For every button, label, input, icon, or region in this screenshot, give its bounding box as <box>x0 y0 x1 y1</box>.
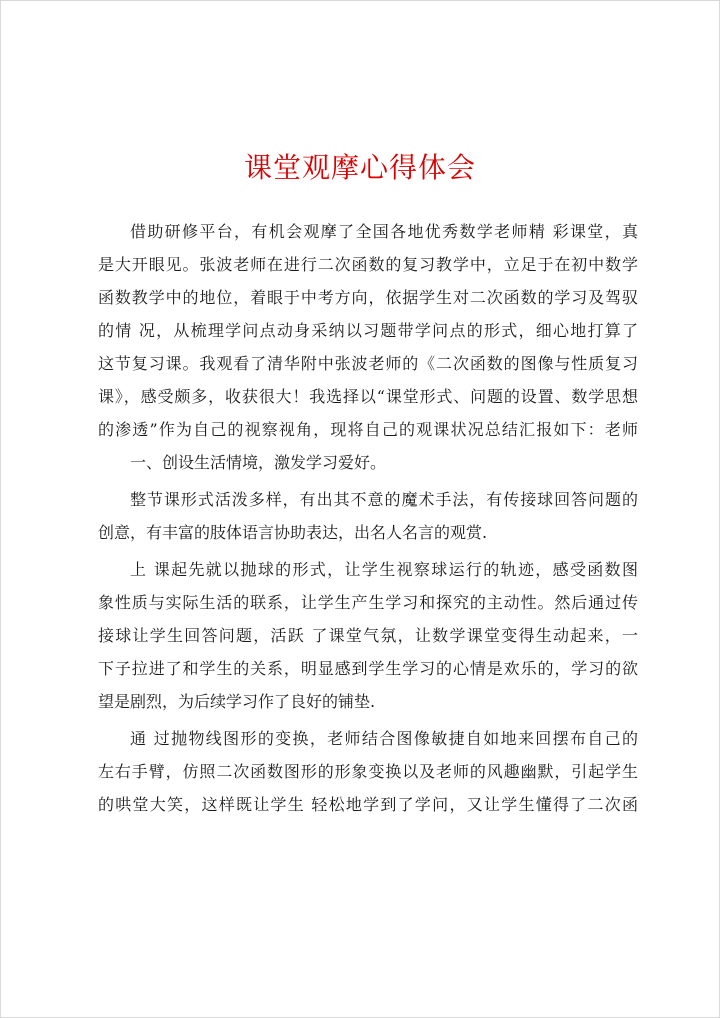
text-line: 通 过抛物线图形的变换，老师结合图像敏捷自如地来回摆布自己的 <box>130 729 638 748</box>
text-line: 望是剧烈，为后续学习作了良好的铺垫. <box>98 692 376 711</box>
text-line: 这节复习课。我观看了清华附中张波老师的《二次函数的图像与性质复习 <box>98 354 638 373</box>
paragraph <box>98 483 638 549</box>
text-line: 的哄堂大笑，这样既让学生 轻松地学到了学问，又让学生懂得了二次函 <box>98 795 638 814</box>
section-heading: 一、创设生活情境，激发学习爱好。 <box>130 453 387 472</box>
text-line: 创意，有丰富的肢体语言协助表达，出名人名言的观赏. <box>98 523 488 542</box>
text-line: 课》，感受颇多，收获很大！我选择以“课堂形式、问题的设置、数学思想 <box>98 387 638 406</box>
text-line: 下子拉进了和学生的关系，明显感到学生学习的心情是欢乐的，学习的欲 <box>98 659 638 678</box>
paragraph <box>98 553 638 718</box>
text-line: 左右手臂，仿照二次函数图形的形象变换以及老师的风趣幽默，引起学生 <box>98 762 638 781</box>
document-title: 课堂观摩心得体会 <box>243 151 476 184</box>
paragraph <box>98 722 638 821</box>
text-line: 接球让学生回答问题，活跃 了课堂气氛，让数学课堂变得生动起来，一 <box>98 626 638 645</box>
text-line: 函数教学中的地位，着眼于中考方向，依据学生对二次函数的学习及驾驭 <box>98 288 638 307</box>
text-line: 整节课形式活泼多样，有出其不意的魔术手法，有传接球回答问题的 <box>130 490 638 509</box>
paragraph <box>98 215 638 479</box>
text-line: 是大开眼见。张波老师在进行二次函数的复习教学中，立足于在初中数学 <box>98 255 638 274</box>
text-line: 借助研修平台，有机会观摩了全国各地优秀数学老师精 彩课堂，真 <box>130 222 638 241</box>
text-line: 象性质与实际生活的联系，让学生产生学习和探究的主动性。然后通过传 <box>98 593 638 612</box>
text-line: 上 课起先就以抛球的形式，让学生视察球运行的轨迹，感受函数图 <box>130 560 638 579</box>
text-line: 的情 况，从梳理学问点动身采纳以习题带学问点的形式，细心地打算了 <box>98 321 638 340</box>
document-body <box>98 215 638 821</box>
text-line: 的渗透”作为自己的视察视角，现将自己的观课状况总结汇报如下：老师 <box>98 420 638 439</box>
